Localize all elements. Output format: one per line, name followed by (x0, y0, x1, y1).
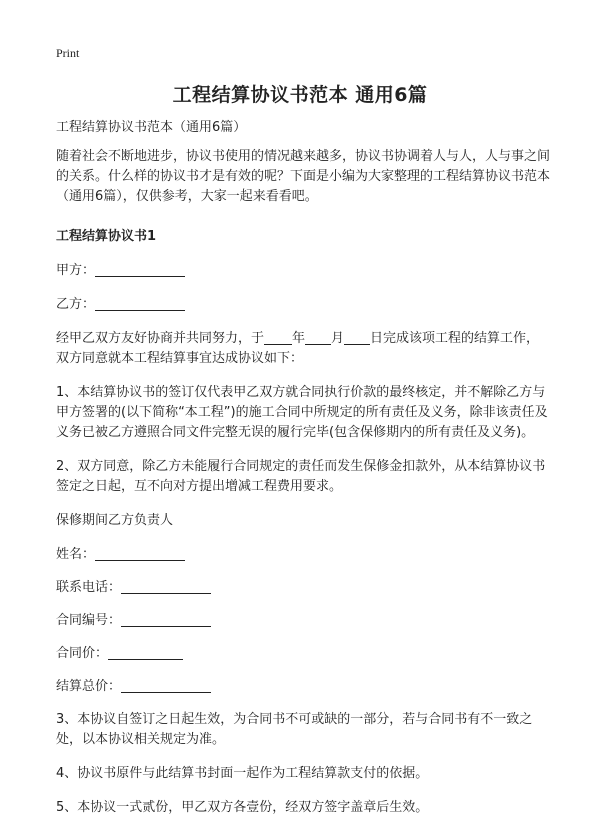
total-blank (121, 678, 211, 693)
total-label: 结算总价： (56, 679, 122, 694)
page-title: 工程结算协议书范本 通用6篇 (172, 84, 428, 106)
day-blank (344, 330, 370, 345)
agreement-text-1: 经甲乙双方友好协商并共同努力，于 (56, 331, 265, 346)
clause-5: 5、本协议一式贰份，甲乙双方各壹份，经双方签字盖章后生效。 (56, 800, 429, 815)
phone-blank (121, 579, 211, 594)
clause-2: 2、双方同意，除乙方未能履行合同规定的责任而发生保修金扣款外，从本结算协议书签定之日起，互不向对方提出增减工程费用要求。 (56, 459, 546, 494)
month-label: 月 (331, 331, 345, 346)
name-line (56, 545, 552, 565)
agreement-paragraph (56, 329, 552, 369)
clause-4: 4、协议书原件与此结算书封面一起作为工程结算款支付的依据。 (56, 766, 429, 781)
clause-3: 3、本协议自签订之日起生效，为合同书不可或缺的一部分，若与合同书有不一致之处，以本协议相关规定为准。 (56, 712, 533, 747)
section-heading: 工程结算协议书1 (56, 229, 157, 244)
phone-line (56, 578, 552, 598)
phone-label: 联系电话： (56, 580, 122, 595)
year-label: 年 (292, 331, 306, 346)
party-b-label: 乙方： (56, 297, 96, 312)
name-blank (95, 546, 185, 561)
party-a-line (56, 261, 552, 281)
warranty-label: 保修期间乙方负责人 (56, 513, 174, 528)
document-body (56, 118, 552, 832)
contract-price-label: 合同价： (56, 646, 109, 661)
party-b-line (56, 295, 552, 315)
contract-no-blank (121, 612, 211, 627)
print-link[interactable]: Print (56, 46, 80, 60)
year-blank (264, 330, 292, 345)
contract-price-line (56, 644, 552, 664)
party-b-blank (95, 296, 185, 311)
contract-price-blank (108, 645, 183, 660)
party-a-blank (95, 262, 185, 277)
party-a-label: 甲方： (56, 263, 96, 278)
agreement-text-2: 日完成该项工程的结算工作，双方同意就本工程结算事宜达成协议如下： (56, 331, 540, 366)
contract-no-line (56, 611, 552, 631)
clause-1: 1、本结算协议书的签订仅代表甲乙双方就合同执行价款的最终核定，并不解除乙方与甲方签署的(以下简称“本工程”)的施工合同中所规定的所有责任及义务，除非该责任及义务已被乙方遵照合同文件完整无误的履行完毕(包含保修期内的所有责任及义务)。 (56, 385, 548, 440)
contract-no-label: 合同编号： (56, 613, 122, 628)
total-line (56, 677, 552, 697)
month-blank (305, 330, 331, 345)
intro-paragraph: 随着社会不断地进步，协议书使用的情况越来越多，协议书协调着人与人，人与事之间的关系。什么样的协议书才是有效的呢？下面是小编为大家整理的工程结算协议书范本（通用6篇），仅供参考，大家一起来看看吧。 (56, 149, 551, 204)
document-subtitle: 工程结算协议书范本（通用6篇） (56, 120, 247, 135)
name-label: 姓名： (56, 547, 96, 562)
